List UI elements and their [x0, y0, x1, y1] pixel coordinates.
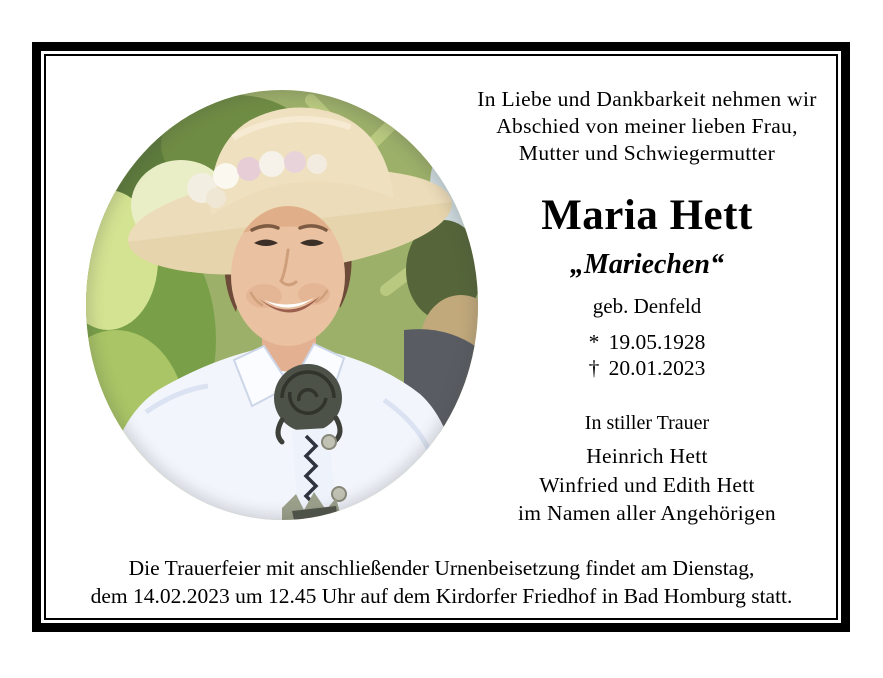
birth-date: 19.05.1928: [608, 330, 706, 354]
portrait-photo: [86, 90, 478, 520]
death-date-line: [589, 355, 706, 381]
funeral-line: dem 14.02.2023 um 12.45 Uhr auf dem Kirdorfer Friedhof in Bad Homburg statt.: [90, 584, 793, 608]
mourner-name: Winfried und Edith Hett: [539, 472, 755, 497]
birth-star-symbol: *: [588, 330, 600, 354]
mourner-name: Heinrich Hett: [586, 444, 708, 468]
portrait-illustration: [86, 90, 478, 520]
intro-text: [458, 86, 836, 167]
mourning-header: In stiller Trauer: [584, 412, 710, 434]
funeral-info: [46, 554, 837, 610]
death-cross-symbol: †: [588, 356, 600, 380]
deceased-name: Maria Hett: [541, 192, 753, 239]
mourner-name: im Namen aller Angehörigen: [518, 501, 776, 525]
button-bottom: [332, 487, 346, 501]
maiden-name: geb. Denfeld: [592, 294, 702, 318]
birth-date-line: [589, 329, 706, 355]
intro-line: Abschied von meiner lieben Frau,: [496, 114, 798, 138]
intro-line: In Liebe und Dankbarkeit nehmen wir: [477, 87, 817, 111]
button-top: [322, 435, 336, 449]
intro-line: Mutter und Schwiegermutter: [518, 141, 776, 165]
mourners-list: [458, 442, 836, 528]
death-date: 20.01.2023: [608, 356, 706, 380]
life-dates: [458, 329, 836, 381]
funeral-line: Die Trauerfeier mit anschließender Urnenbeisetzung findet am Dienstag,: [128, 556, 755, 580]
deceased-nickname: „Mariechen“: [570, 249, 724, 280]
